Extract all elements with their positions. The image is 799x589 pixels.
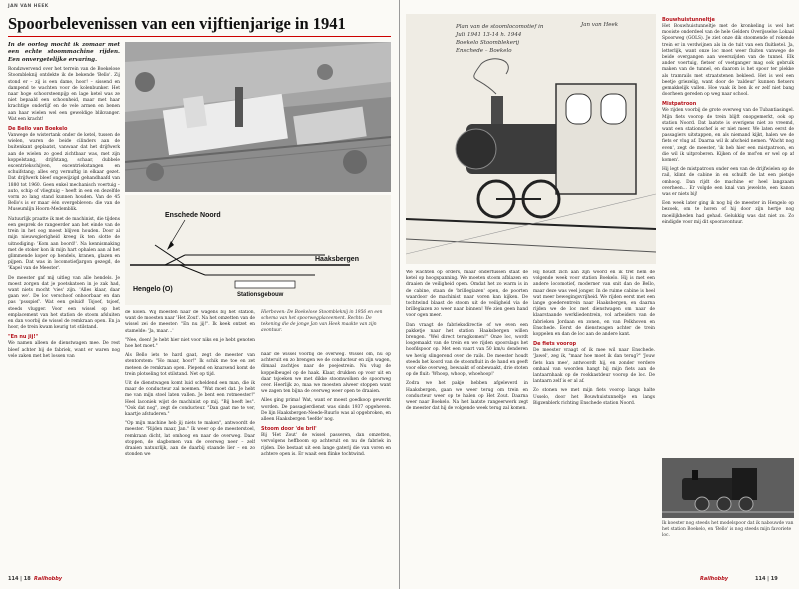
magazine-logo-left: Railhobby bbox=[34, 576, 63, 582]
sketch-note: Boekelo Stoomblekerij bbox=[456, 40, 520, 46]
sketch-note: Enschede – Boekelo bbox=[456, 48, 512, 54]
title-rule bbox=[8, 36, 391, 37]
body-paragraph: naar de wissel voorbij de overweg. Wissel om, nu op achteruit en zo brengen we de conducteur en zijn wagen, dimaal zachtjes naar de poejestrein. Nu vlug de koppelbeugel op de haak. Klaar, drukken op voor uit en daar tsjoeken we met dikke stoomwolken de spoorweg over. Heerlijk zo, maa we moesten alweer stoppen want we zagen ten bijna de overweg weer open te draaien. bbox=[261, 352, 391, 395]
body-paragraph: Het Bouwhuistunneltje met de kronkeling is wel het mooiste onderdeel van de hele Gelders Overijsselse Lokaal Spoorweg (GOLS). Je ziet onze dik stoomende of rokende trein er in verdwijnen als in de tuit van een fluitketel. Ja, letterlijk, want onze loc moet weer fluiten vanwege de beide overgangen aan weerszijden van de tunnel. Elk ander voertuig, fietser of voetganger mag ook gebruik maken van de tunnel, en daarom is het spoor ter plekke als tramrails met straatstenen bekleed. Het is wel een beetje griezelig, want door de 'zaldeur' kunnen fietsers gemakkelijk vallen. Hoe vaak ik ben ik er zelf niet bang doorheen gereden op weg naar school. bbox=[662, 24, 794, 98]
left-page bbox=[0, 0, 399, 589]
body-paragraph: Hij houdt zich aan zijn woord en ik tref hem de volgende week voor station Boekelo. Hij is met een andere locomotief, moderner van snit dan de Bello, maar deze was veel jonger. In de ruime cabine is heel wat meer bewegingsvrijheid. We rijden eerst met een lange goederentrein naar Haaksbergen, en daarna rijden we de loc met dienstwagen om naar de klaarstaande werkliedentrein, vol arbeiders van de fabrieken Jordaan en zonen, en van Pelkhoven en Enschede. Eerst de dienstwagen achter de trein koppelen en dan de loc aan de andere kant. bbox=[533, 270, 655, 338]
map-label-haaksbergen: Haaksbergen bbox=[315, 256, 359, 263]
track-diagram-svg bbox=[125, 195, 391, 305]
subheading-fiets: De fiets voorop bbox=[533, 341, 577, 348]
track-diagram bbox=[125, 195, 391, 305]
body-paragraph: Als Bello iets te hard gaat, zegt de meester van stentorstem: "Ho maar, hoor!" Ik schik me toe en zet meteen de remkraan open. Piepend en knarsend komt de trein plotseling tot stilstand. Net op tijd. bbox=[125, 353, 255, 377]
right-page bbox=[399, 0, 799, 589]
body-paragraph: Rondzwervend over het terrein van de Boekelose Stoombleknij ontdekte ik de bekende 'Bello'. Zij stond er – zij is een dame, hoor! – sissend en dampend te wachten voor de kolenbunker. Het naar hoge schoorsteenpijp en lage ketel was ze niet bepaald een schoonheid, maar met haar krachtige onderlijf en de vele armen en benen aan haar wielen wel een geweldige blikvanger. Wat een kracht! bbox=[8, 67, 120, 122]
body-paragraph: De meester vraagt of ik mee wil naar Enschede. 'Jawel', zeg ik, "maar hoe moet ik dan terug?" 'Jouw fiets kan mee', antwoordt hij, en zonder verdere omhaal van woorden hangt hij mijn fiets aan de lantaarnhaak op de rookkastdeur voorop de loc. De lantaarn zelf is er al af. bbox=[533, 348, 655, 385]
aerial-photo-graphic bbox=[125, 42, 391, 192]
body-paragraph: Zo stonen we met mijn fiets voorop langs halte Usselo, door het Bouwhuistunneltje en langs Bigzenblerk richting Enschede station Noord. bbox=[533, 388, 655, 406]
subheading-stoom: Stoom door 'de bril' bbox=[261, 426, 317, 433]
intro-text: In de oorlog mocht ik zomaar met een echte stoommachine rijden. Een onvergetelijke ervaring. bbox=[8, 42, 120, 63]
body-paragraph: De meester gaf mij uitleg van alle hendels. Je moest zorgen dat je poetskatoen in je zak had, want niets mocht 'vies' zijn. 'Alles klaar, daar gaan we'. De loc verschoof onhoorbaar en dan pas 'pssspief'. Wat een geluid! Tsjoef, tsjoef, steeds vlugger. Voor een wissel op het emplacement van het station de stoom afsluiten en dan voorbij de wissel de remkraan open. En ja hoor, de trein kwam keurig tot stilstand. bbox=[8, 275, 120, 331]
subheading-tunnel: Bouwhuistunneltje bbox=[662, 17, 715, 23]
left-column-2 bbox=[125, 310, 255, 572]
left-column-1 bbox=[8, 42, 120, 570]
body-paragraph: Dan vraagt de fabrieksdirectie of we even een pakketje naar het station Haaksbergen willen brengen. "Wel direct terugkomen!" Onze loc, wordt losgemaakt van de trein en we rijden spoorslags het hoofdspoor op. Met een vaart van 50 km/u denderen we hevig slingerend over de rails. De meester houdt steeds het koord van de stoomfluit in de hand en geeft voor elke overweg, bewaakt of onbewaakt, drie stoten op de fluit: 'Whoop, whoop, whoehoop!' bbox=[406, 322, 528, 378]
right-column-3 bbox=[662, 14, 794, 454]
article-title: Spoorbelevenissen van een vijftienjarige in 1941 bbox=[8, 14, 346, 33]
left-column-3 bbox=[261, 352, 391, 572]
body-paragraph: Bij 'Het Zout' de wissel passeren, dan omzetten, vervolgens heffboom op achteruit en nu de fabriek in rijden. Die bestaat uit een lange gaterij die van voren en achtere open is. Er waait een flinke tochtwind. bbox=[261, 433, 391, 457]
running-head: JAN VAN HEEK bbox=[8, 4, 49, 9]
body-paragraph: Natuurlijk praatte ik met de machinist, die tijdens een gesprek de rangeerder aan het einde van de trein in het oog moest blijven houden. Door al mijn nieuwsgierigheid kreeg ik ten slotte de uitnodiging: 'Kom aan boord!'. Na kennismaking met de stoker kon ik mijn hart ophalen aan al het glimmende koper op hendels, kranen, glazen en pijpen. Dat was in locomotiefjargon gezegd, de 'Kapel van de Meester'. bbox=[8, 216, 120, 272]
model-photo-caption: Ik koester nog steeds het modelspoor dat ik nabouwde van het station Boekelo, en 'Bello' is nog steeds mijn favoriete loc. bbox=[662, 521, 794, 538]
locomotive-sketch bbox=[406, 14, 656, 264]
body-paragraph: Hij legt de mistpatroon onder een van de drijfwielen op de rail, klimt de cabine in en schuift de lat een pietsje omhoog. Dan rijdt de machine er heel langzaam overheen... Er volgde een knal van jewelste, een kanon was er niets bij! bbox=[662, 167, 794, 198]
page-number-left: 114 | 18 bbox=[8, 576, 31, 582]
map-label-station: Stationsgebouw bbox=[237, 292, 284, 298]
subheading-mistpatroon: Mistpatroon bbox=[662, 101, 697, 108]
model-locomotive-graphic bbox=[662, 458, 794, 518]
body-paragraph: "Nee, doen! Je hebt hier niet voor niks en je hebt genoten hoe het moet." bbox=[125, 337, 255, 350]
map-label-enschede: Enschede Noord bbox=[165, 212, 221, 219]
photo-caption: Hierboven: De Boekelose Stoombleknij in 1956 en een schema van het spoorwegplaceement. Rechts: De tekening die de jonge Jan van Heek maakte van zijn avontuur. bbox=[261, 310, 383, 333]
aerial-photo bbox=[125, 42, 391, 192]
magazine-logo-right: Railhobby bbox=[700, 576, 729, 582]
right-column-2 bbox=[533, 270, 655, 570]
subheading-bello: De Bello van Boekelo bbox=[8, 126, 68, 133]
body-paragraph: "Op mijn machine heb jij niets te maken", antwoordt de meester. "Rijden maar, Jan." Ik weer op de meesterstoel, remkraan dicht, lat omhoog en naar de overweg. Daar stoppen, de slagbomen van de overweg neer – zelf draaien natuurlijk, aan de daarbij staande lier – en zo stonden we bbox=[125, 421, 255, 458]
map-label-hengelo: Hengelo (O) bbox=[133, 286, 173, 293]
locomotive-sketch-svg bbox=[406, 14, 656, 264]
body-paragraph: Alles ging prima! Wat, want er moest goedkoop gewerkt worden. De passagierdienst was sinds 1937 opgeheven. De lijn Haaksbergen-Neede-Ruurlo was al opgebroken, en alleen Haaksbergen 'leefde' nog. bbox=[261, 398, 391, 423]
page-number-right: 114 | 19 bbox=[755, 576, 778, 582]
body-paragraph: Vanwege de wistertank onder de ketel, tussen de wielen, waren de beide cilinders aan de buitenkant geplaatst, vanwaar dat het drijfwerk aan de wielen zo goed zichtbaar was, met zijn koppelstang, drijfstang, schaar, dubbele excentriekschijven, excentriekstangen en schuifstang; alles erg vernuftig in elkaar gezet. Dat drijfwerk bleef ongewijzigd gehandhaafd van 1880 tot 1960. Geen enkel mechanisch voertuig – auto, schip of vliegtuig – heeft in een en dezelfde vorm zo lang stand kunnen houden. Van de 45 Bello's is er maar één overgebleven: die van de Museumlijn Hoorn-Medemblik. bbox=[8, 133, 120, 213]
body-paragraph: Uit de dienstwagen komt luid scheldend een man, die ik maar de conducteur zal noemen. "Wat moet dat. Je hebt me van mijn stoel laten vallen. Je bent een rotmeester!" Heel laconiek wijst de machinist op mij. "Bij heeft les". "Ook dat nog", zegt de conducteur. "Dan gaat me te ver, kaartje afstuderen." bbox=[125, 381, 255, 418]
sketch-note: Plan van de stoomlocomotief in bbox=[456, 24, 544, 30]
model-locomotive-photo bbox=[662, 458, 794, 518]
body-paragraph: We namen alleen de dienstwagen mee. De rest bleef achter bij de fabriek, want er waren nog vele zaken met het lossen van bbox=[8, 341, 120, 359]
body-paragraph: We rijden voorbij de grote overweg van de Tubantiasingel. Mijn fiets voorop de trein blijft onopgemerkt, ook op station Noord. Dat laatste is overigens niet zo vreemd, want een stationschef is er niet meer. We laten eerst de passagiers uitstappen, en als niemand kijkt, halen we de fiets er vlug af. Daarna wil ik afscheid nemen. 'Wacht nog even', zegt de meester, 'ik heb hier een mistpatroon, en die wil ik uitproberen. Kijken of de mof'en er wel op af komen'. bbox=[662, 108, 794, 164]
body-paragraph: We wachten op orders, maar ondertussen staat de ketel op hoogspanning. We moeten stoom afblazen en draaien de veiligheid open. Omdat het zo warm is in de cabine, staan de 'brillegiazen' open, de poorten waardoor de machinist naar voren kan kijken. De tochtwind blaast de stoom uit de veiligheid via de brillegiazen zo weer naar binnen! We zien geen hand voor ogen meer. bbox=[406, 270, 528, 319]
right-column-1 bbox=[406, 270, 528, 570]
body-paragraph: Zodra we het pakje hebben afgeleverd in Haaksbergen, gaan we weer terug om trein en conducteur weer op te halen op Het Zout. Daarna weer naar Boekelo. Na het laatste rangeerwerk zegt de meester dat hij de volgende week terug zal komen. bbox=[406, 381, 528, 412]
subheading-en-nu-jij: "En nu jij!" bbox=[8, 334, 39, 341]
body-paragraph: de kolen. Wij moesten naar de wagens bij het station, want de moesten naar 'Het Zout'. Na het omzetten van de wissel zei de meester: "En nu jij!". Ik keek ontzet en stamelde: 'Ja, maar…' bbox=[125, 310, 255, 334]
sketch-note: Juli 1941 13-14 h. 1944 bbox=[456, 32, 522, 38]
sketch-author: Jan van Heek bbox=[581, 22, 619, 28]
body-paragraph: Een week later ging ik nog bij de meester in Hengelo op bezoek, om te horen of hij door zijn hertje nog moeilijkheden had gehad. Gelukkig was dat niet zo. Zo eindigde voor mij dit spooravontuur. bbox=[662, 201, 794, 225]
